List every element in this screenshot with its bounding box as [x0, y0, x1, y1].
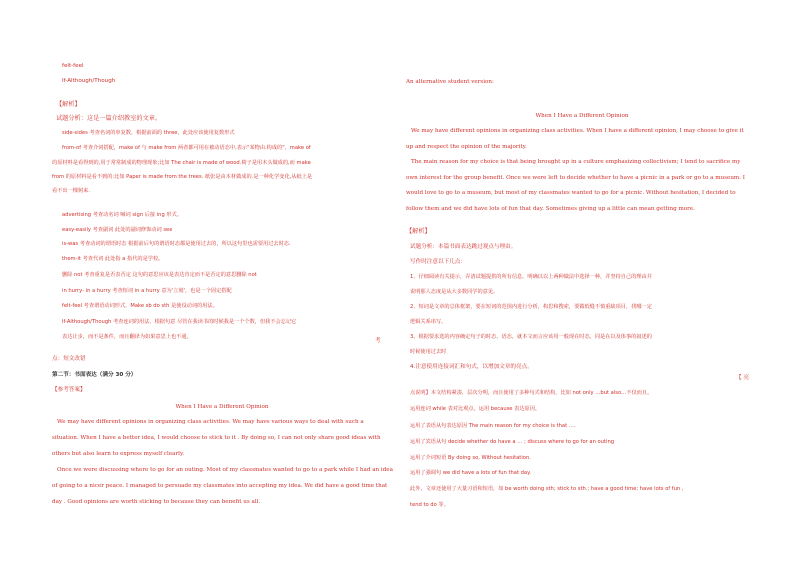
right-column-line: 3、根据要求选的内容确定句子的时态、语态，就本文而言应该用一般现在时态，同是在以及体事的叙述的 [410, 334, 652, 340]
left-column-line: easy-easily 考查副词 此处的副词修饰动词 see [62, 227, 173, 233]
left-column-line: 【参考答案】 [52, 387, 86, 393]
right-column-line: When I Have a Different Opinion [535, 113, 629, 119]
right-column-line: 运用了宾语从句 decide whether do have a … ; discuss where to go for an outing [410, 439, 615, 445]
right-column-line: 此外，文章还使用了大量习语和短语，如 be worth doing sth; stick to sth.; have a good time; have lots of fun , [410, 486, 684, 492]
right-column-line: 运用了强调句 we did have a lots of fun that day. [410, 470, 532, 476]
left-column-line: If-Although/Though 考查连词的用法，根据句意 尽管在我读书的时候我是一个个数，但我不会忘记它 [62, 319, 297, 325]
right-column-line: 运用了表语从句表达原因 The main reason for my choice is that …. [410, 423, 576, 429]
right-column-line: 1、仔细阅读有关提示，弄清试题提供的所有信息。明确以以上两种做法中选择一种，并坚持自己的理由并 [410, 274, 652, 280]
left-column-line: We may have different opinions in organizing class activities. We may have various ways to deal with such a [57, 419, 364, 425]
left-column-line: is-was 考查动词的谓语时态 根据前后句的谓语时态都是使用过去的，所以这句里也需要用过去时态. [62, 241, 291, 247]
left-column-line: side-sides 考查名词的单复数，根据前面的 three，此处应该使用复数形式 [62, 130, 235, 136]
left-column-line: 第二节：书面表达（满分 30 分） [52, 372, 137, 378]
right-column-line: We may have different opinions in organizing class activities. When I have a different opinion, I may choose to give it [411, 128, 744, 134]
left-column-line: 试题分析：这是一篇介绍教室的文章。 [56, 115, 162, 122]
left-column-line: When I Have a Different Opinion [175, 404, 269, 410]
left-column-line: 的原材料是看得到的,用于常常制成的物理现象;比如 The chair is made of wood.椅子是用木头做成的,而 make [52, 160, 311, 166]
left-column-line: felt-feel [62, 63, 84, 69]
right-column-line: 4.注意使用连接词汇和句式，以增加文章的亮点。 [410, 364, 533, 370]
left-column-line: in hurry- in a hurry 考查短词 in a hurry 意为'立刻'，也是一个固定搭配 [62, 288, 232, 294]
left-column-line: situation. When I have a better idea, I would choose to stick to it . By doing so, I can not only share good ideas with [52, 435, 381, 441]
right-column-line: follow them and we did have lots of fun that day. Sometimes giving up a little can mean getting more. [406, 206, 695, 212]
right-column-line: 说明那人态度是从大多数同学的意见。 [410, 289, 499, 295]
right-column-line: up and respect the opinion of the majority. [406, 144, 527, 150]
left-column-line: 看不出一棵树来. [52, 188, 90, 194]
left-column-line: them-it 考查代词 此处指 a 指代的是学校。 [62, 256, 164, 262]
right-column-line: own interest for the group benefit. Once we were left to decide whether to have a picnic in a park or go to a museum. I [406, 175, 746, 181]
right-column-line: 点说明】本文结构紧凑，层次分明，而且使用了多种句式和结构，比如 not only …but also…不仅而且。 [410, 390, 653, 396]
left-column-line: 【解析】 [56, 101, 81, 108]
left-column-line: 考 [375, 338, 381, 344]
right-column-line: 时候使用过去时 [410, 349, 447, 355]
left-column-line: day . Good opinions are worth sticking to because they can benefit us all. [52, 499, 261, 505]
left-column-line: 点：短文改错 [52, 356, 86, 362]
right-column-line: An alternative student version: [406, 79, 494, 85]
right-column-line: 运用连词 while 表对比观点，运用 because 表达原因。 [410, 406, 541, 412]
left-column-line: from-of 考查介词搭配，make of 与 make from 两者都可用在被动语态中,表示"某物由.构成的"，make of [62, 145, 311, 151]
left-column-line: from 的原材料是看不到的:比如 Paper is made from the trees. 纸张是由木材做成的.是一种化学变化,从纸上是 [52, 174, 313, 180]
left-column-line: advertising 考查动名词 喊词 sign 后接 ing 形式。 [62, 212, 182, 218]
right-column-line: 逻辑关系串写。 [410, 319, 447, 325]
left-column-line: Once we were discussing where to go for an outing. Most of my classmates wanted to go to a park while I had an idea [57, 467, 393, 473]
left-column-line: felt-feel 考查谓语动词形式，Make sb do sth 是使役动词的用法。 [62, 303, 218, 309]
right-column-line: 试题分析：本篇书面表达跳过观点与理由。 [410, 244, 517, 250]
right-column-line: 【 亮 [736, 375, 749, 381]
right-column-line: 【解析】 [406, 228, 431, 235]
right-column-line: tend to do 等。 [410, 502, 449, 508]
right-column-line: 写作时注意以下几点： [410, 259, 466, 265]
left-column-line: If-Although/Though [62, 78, 116, 84]
right-column-line: 2、短词是文章的总体框架，要在短词的范围内进行分析，构思和搜索，要做低缝不慎重缺项目，找哪一定 [410, 304, 652, 310]
left-column-line: 删除 not 考查重复是否表否定 这句的意思应该是表达肯定而不是否定的意思删除 not [62, 272, 257, 278]
left-column-line: others but also learn to express myself clearly. [52, 451, 185, 457]
right-column-line: The main reason for my choice is that being brought up in a culture emphasizing collectivism; I tend to sacrifice my [411, 159, 741, 165]
left-column-line: of going to a nicer peace. I managed to persuade my classmates into accepting my idea. We did have a good time that [52, 483, 388, 489]
right-column-line: would love to go to a museum, but most of my classmates wanted to go for a picnic. Without hesitation, I decided to [406, 190, 736, 196]
left-column-line: 表达让步，而不是条件，而且翻译为如果意思上也不通。 [62, 334, 192, 340]
right-column-line: 运用了介词短语 By doing so, Without hesitation. [410, 455, 531, 461]
